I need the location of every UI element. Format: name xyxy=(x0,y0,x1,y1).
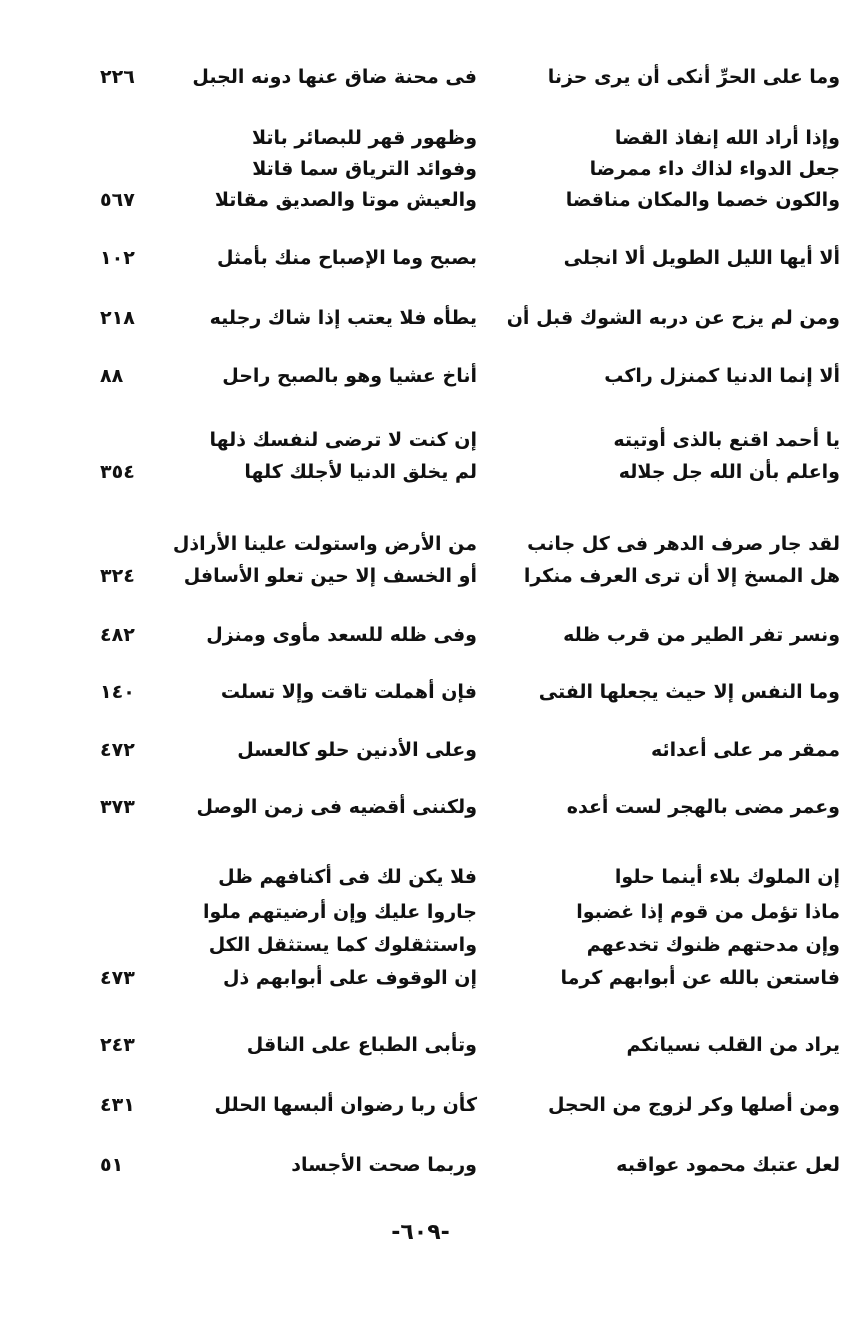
verse-first-hemistich: ومن لم يزح عن دربه الشوك قبل أن xyxy=(506,307,840,329)
verse-first-hemistich: وإن مدحتهم ظنوك تخدعهم xyxy=(586,934,840,956)
verse-second-hemistich: والعيش موتا والصديق مقاتلا xyxy=(214,189,477,211)
verse-first-hemistich: جعل الدواء لذاك داء ممرضا xyxy=(589,158,840,180)
verse-second-hemistich: كأن ربا رضوان ألبسها الحلل xyxy=(214,1094,477,1116)
verse-first-hemistich: وعمر مضى بالهجر لست أعده xyxy=(566,796,840,818)
verse-first-hemistich: وإذا أراد الله إنفاذ القضا xyxy=(614,127,840,149)
verse-reference-number: ٣٥٤ xyxy=(100,461,135,483)
verse-first-hemistich: ألا أيها الليل الطويل ألا انجلى xyxy=(563,247,840,269)
verse-second-hemistich: إن الوقوف على أبوابهم ذل xyxy=(222,967,477,989)
verse-first-hemistich: وما على الحرِّ أنكى أن يرى حزنا xyxy=(547,66,840,88)
verse-first-hemistich: لعل عتبك محمود عواقبه xyxy=(616,1154,840,1176)
verse-second-hemistich: وربما صحت الأجساد xyxy=(291,1154,477,1176)
verse-reference-number: ٥١ xyxy=(100,1154,124,1176)
verse-second-hemistich: وفى ظله للسعد مأوى ومنزل xyxy=(206,624,477,646)
verse-reference-number: ٤٧٢ xyxy=(100,739,135,761)
verse-first-hemistich: ونسر تفر الطير من قرب ظله xyxy=(563,624,840,646)
verse-first-hemistich: واعلم بأن الله جل جلاله xyxy=(618,461,840,483)
verse-first-hemistich: وما النفس إلا حيث يجعلها الفتى xyxy=(538,681,840,703)
page-number-footer xyxy=(0,1212,849,1252)
verse-second-hemistich: فلا يكن لك فى أكنافهم ظل xyxy=(218,866,477,888)
verse-reference-number: ٢١٨ xyxy=(100,307,135,329)
verse-first-hemistich: إن الملوك بلاء أينما حلوا xyxy=(614,866,840,888)
verse-reference-number: ٣٧٣ xyxy=(100,796,135,818)
verse-first-hemistich: فاستعن بالله عن أبوابهم كرما xyxy=(560,967,840,989)
verse-reference-number: ٨٨ xyxy=(100,365,124,387)
verse-second-hemistich: من الأرض واستولت علينا الأراذل xyxy=(172,533,477,555)
verse-reference-number: ١٠٢ xyxy=(100,247,135,269)
verse-second-hemistich: لم يخلق الدنيا لأجلك كلها xyxy=(244,461,477,483)
verse-second-hemistich: فإن أهملت تاقت وإلا تسلت xyxy=(220,681,477,703)
verse-second-hemistich: أناخ عشيا وهو بالصبح راحل xyxy=(222,365,477,387)
verse-first-hemistich: هل المسخ إلا أن ترى العرف منكرا xyxy=(523,565,840,587)
verse-second-hemistich: إن كنت لا ترضى لنفسك ذلها xyxy=(209,429,477,451)
verse-reference-number: ٢٤٣ xyxy=(100,1034,135,1056)
verse-first-hemistich: ماذا تؤمل من قوم إذا غضبوا xyxy=(576,901,840,923)
verse-second-hemistich: وعلى الأدنين حلو كالعسل xyxy=(237,739,477,761)
verse-reference-number: ٤٧٣ xyxy=(100,967,135,989)
verse-first-hemistich: ومن أصلها وكر لزوج من الحجل xyxy=(547,1094,840,1116)
verse-first-hemistich: يراد من القلب نسيانكم xyxy=(626,1034,840,1056)
verse-reference-number: ٤٣١ xyxy=(100,1094,135,1116)
verse-second-hemistich: فى محنة ضاق عنها دونه الجبل xyxy=(192,66,477,88)
verse-first-hemistich: ألا إنما الدنيا كمنزل راكب xyxy=(604,365,840,387)
verse-first-hemistich: يا أحمد اقنع بالذى أوتيته xyxy=(613,429,840,451)
verse-second-hemistich: ولكننى أقضيه فى زمن الوصل xyxy=(196,796,477,818)
verse-second-hemistich: وفوائد الترياق سما قاتلا xyxy=(252,158,477,180)
verse-second-hemistich: وظهور قهر للبصائر باتلا xyxy=(251,127,477,149)
verse-reference-number: ٣٢٤ xyxy=(100,565,135,587)
verse-reference-number: ١٤٠ xyxy=(100,681,135,703)
verse-first-hemistich: والكون خصما والمكان مناقضا xyxy=(565,189,840,211)
verse-reference-number: ٥٦٧ xyxy=(100,189,135,211)
verse-reference-number: ٢٢٦ xyxy=(100,66,135,88)
verse-first-hemistich: ممقر مر على أعدائه xyxy=(650,739,840,761)
verse-second-hemistich: واستثقلوك كما يستثقل الكل xyxy=(208,934,477,956)
verse-second-hemistich: وتأبى الطباع على الناقل xyxy=(246,1034,477,1056)
verse-second-hemistich: جاروا عليك وإن أرضيتهم ملوا xyxy=(203,901,477,923)
verse-reference-number: ٤٨٢ xyxy=(100,624,135,646)
verse-second-hemistich: يطأه فلا يعتب إذا شاك رجليه xyxy=(209,307,477,329)
verse-first-hemistich: لقد جار صرف الدهر فى كل جانب xyxy=(527,533,840,555)
verse-second-hemistich: بصبح وما الإصباح منك بأمثل xyxy=(216,247,477,269)
page-number: -٦٠٩- xyxy=(391,1219,450,1245)
verse-second-hemistich: أو الخسف إلا حين تعلو الأسافل xyxy=(183,565,477,587)
